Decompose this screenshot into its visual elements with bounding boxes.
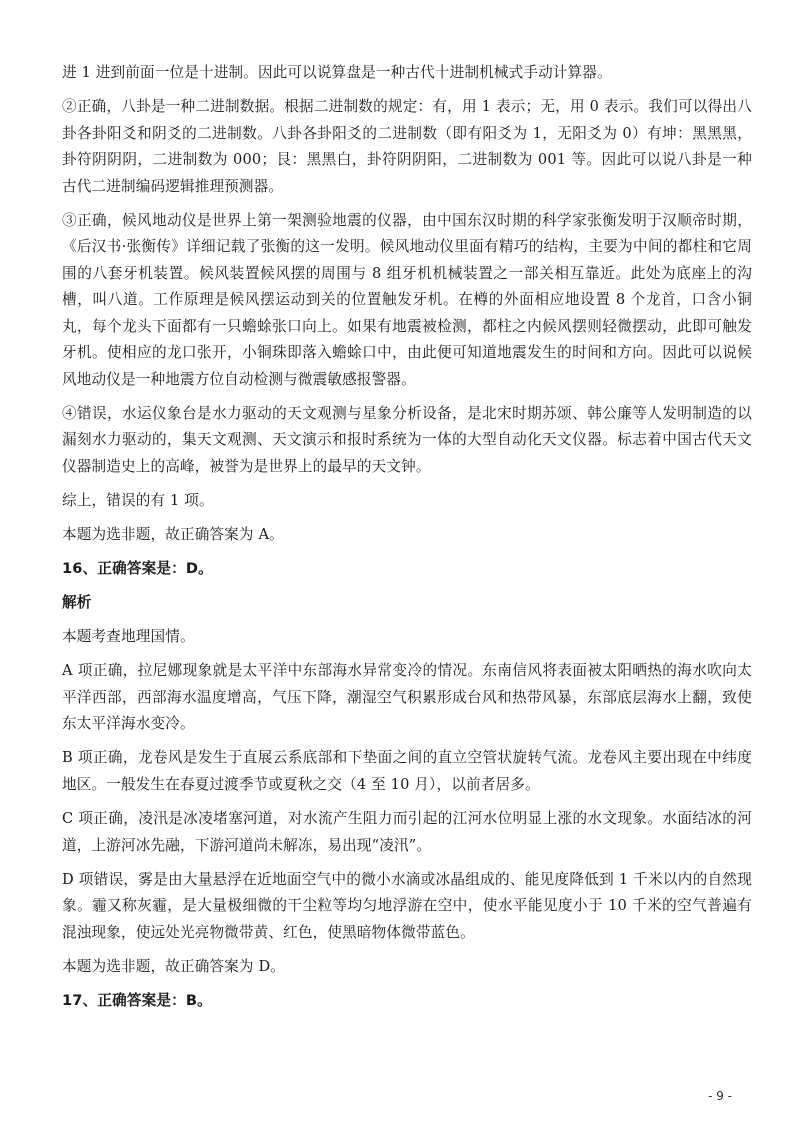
section-heading: 17、正确答案是：B。 <box>62 991 212 1009</box>
paragraph: ④错误，水运仪象台是水力驱动的天文观测与星象分析设备，是北宋时期苏颂、韩公廉等人发明制造的以漏刻水力驱动的，集天文观测、天文演示和报时系统为一体的大型自动化天文仪器。标志着中国古代天文仪器制造史上的高峰，被誉为是世界上的最早的天文钟。 <box>62 404 752 475</box>
section-heading: 16、正确答案是：D。 <box>62 560 213 578</box>
paragraph: 本题考查地理国情。 <box>62 628 195 646</box>
paragraph: ③正确，候风地动仪是世界上第一架测验地震的仪器，由中国东汉时期的科学家张衡发明于汉顺帝时期，《后汉书·张衡传》详细记载了张衡的这一发明。候风地动仪里面有精巧的结构，主要为中间的都柱和它周围的八套牙机装置。候风装置候风摆的周围与 8 组牙机机械装置之一部关相互靠近。此处为底座上的沟槽，叫八道。工作原理是候风摆运动到关的位置触发牙机。在樽的外面相应地设置 8 个龙首，口含小铜丸，每个龙头下面都有一只蟾蜍张口向上。如果有地震被检测，都柱之内候风摆则轻微摆动，此即可触发牙机。使相应的龙口张开，小铜珠即落入蟾蜍口中，由此便可知道地震发生的时间和方向。因此可以说候风地动仪是一种地震方位自动检测与微震敏感报警器。 <box>62 211 752 388</box>
paragraph: C 项正确，凌汛是冰凌堵塞河道，对水流产生阻力而引起的江河水位明显上涨的水文现象。水面结冰的河道，上游河冰先融，下游河道尚未解冻，易出现“凌汛”。 <box>62 810 752 854</box>
paragraph: A 项正确，拉尼娜现象就是太平洋中东部海水异常变冷的情况。东南信风将表面被太阳晒热的海水吹向太平洋西部，西部海水温度增高，气压下降，潮湿空气积累形成台风和热带风暴，东部底层海水上翻，致使东太平洋海水变冷。 <box>62 662 752 733</box>
paragraph: 综上，错误的有 1 项。 <box>62 491 214 509</box>
paragraph: D 项错误，雾是由大量悬浮在近地面空气中的微小水滴或冰晶组成的、能见度降低到 1 千米以内的自然现象。霾又称灰霾，是大量极细微的干尘粒等均匀地浮游在空中，使水平能见度小于 10 千米的空气普遍有混浊现象，使远处光亮物微带黄、红色，使黑暗物体微带蓝色。 <box>62 870 752 941</box>
section-heading: 解析 <box>62 594 92 612</box>
paragraph: 进 1 进到前面一位是十进制。因此可以说算盘是一种古代十进制机械式手动计算器。 <box>62 64 612 81</box>
page-number: - 9 - <box>708 1089 732 1103</box>
document-body <box>62 60 752 1022</box>
paragraph: ②正确，八卦是一种二进制数据。根据二进制数的规定：有，用 1 表示；无，用 0 表示。我们可以得出八卦各卦阳爻和阴爻的二进制数。八卦各卦阳爻的二进制数（即有阳爻为 1，无阳爻为 0）有坤：黑黑黑，卦符阴阴阴，二进制数为 000；艮：黑黑白，卦符阴阴阳，二进制数为 001 等。因此可以说八卦是一种古代二进制编码逻辑推理预测器。 <box>62 98 752 195</box>
paragraph: 本题为选非题，故正确答案为 A。 <box>62 525 284 543</box>
paragraph: B 项正确，龙卷风是发生于直展云系底部和下垫面之间的直立空管状旋转气流。龙卷风主要出现在中纬度地区。一般发生在春夏过渡季节或夏秋之交（4 至 10 月），以前者居多。 <box>62 749 752 793</box>
paragraph: 本题为选非题，故正确答案为 D。 <box>62 957 286 975</box>
